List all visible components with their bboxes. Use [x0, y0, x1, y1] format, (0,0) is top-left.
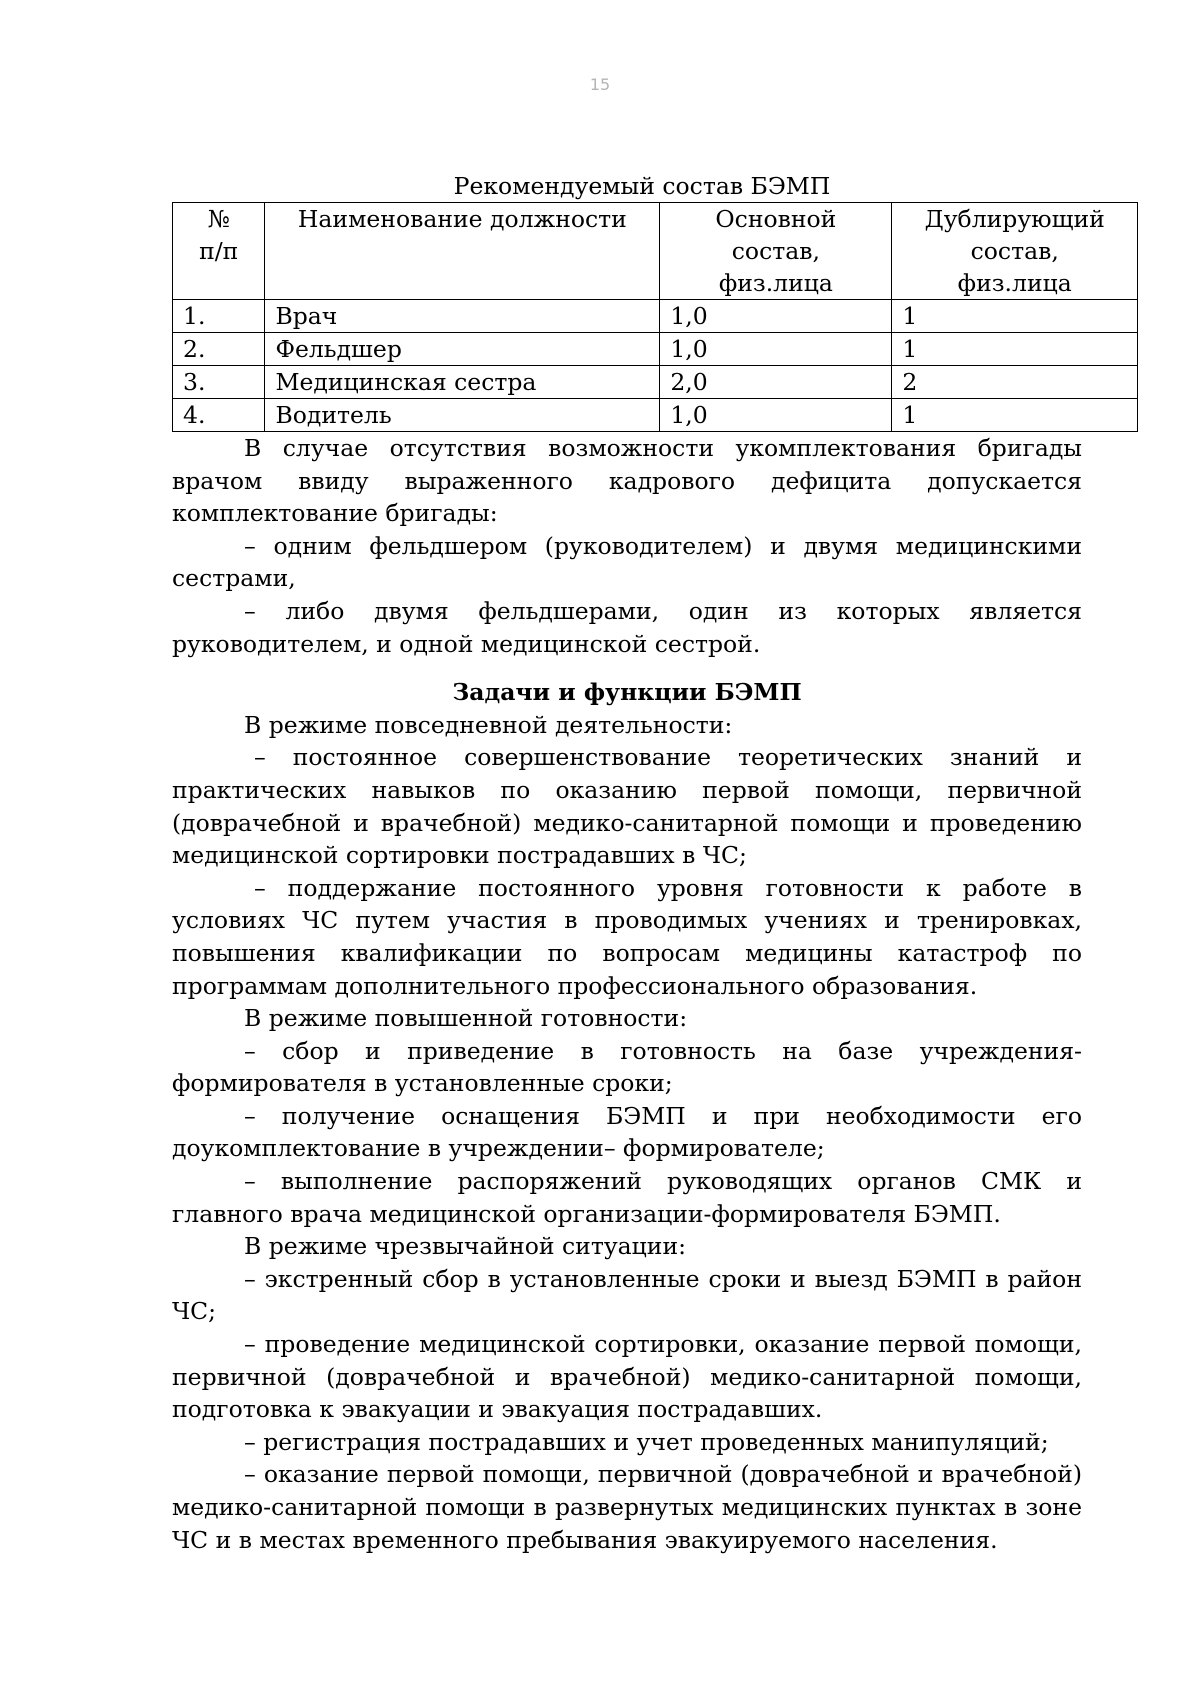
row-number: 4. [173, 399, 265, 432]
row-main-staff: 1,0 [660, 333, 892, 366]
staff-table [172, 202, 1138, 432]
row-backup-staff: 1 [892, 300, 1138, 333]
row-position: Медицинская сестра [265, 366, 660, 399]
row-main-staff: 1,0 [660, 399, 892, 432]
row-main-staff: 2,0 [660, 366, 892, 399]
row-main-staff: 1,0 [660, 300, 892, 333]
row-number: 3. [173, 366, 265, 399]
row-backup-staff: 1 [892, 399, 1138, 432]
header-backup-staff [892, 203, 1138, 300]
table-row [173, 399, 1138, 432]
row-number: 1. [173, 300, 265, 333]
row-number: 2. [173, 333, 265, 366]
table-row [173, 366, 1138, 399]
table-title: Рекомендуемый состав БЭМП [453, 172, 831, 200]
intro-bullet-2: – либо двумя фельдшерами, один из которых является руководителем, и одной медицинской сестрой. [172, 596, 1082, 658]
daily-item-1: – постоянное совершенствование теоретических знаний и практических навыков по оказанию первой помощи, первичной (доврачебной и врачебной) медико-санитарной помощи и проведению медицинской сортировки пострадавших в ЧС; [172, 743, 1082, 870]
page-number: 15 [589, 75, 611, 94]
row-position: Фельдшер [265, 333, 660, 366]
alert-item-3: – выполнение распоряжений руководящих органов СМК и главного врача медицинской организации-формирователя БЭМП. [172, 1167, 1082, 1228]
row-backup-staff: 2 [892, 366, 1138, 399]
intro-bullet-1: – одним фельдшером (руководителем) и двумя медицинскими сестрами, [172, 531, 1082, 593]
emergency-mode-title: В режиме чрезвычайной ситуации: [244, 1232, 687, 1261]
daily-mode-title: В режиме повседневной деятельности: [244, 710, 733, 739]
emergency-item-4: – оказание первой помощи, первичной (доврачебной и врачебной) медико-санитарной помощи в развернутых медицинских пунктах в зоне ЧС и в местах временного пребывания эвакуируемого населения. [172, 1460, 1082, 1554]
alert-mode-title: В режиме повышенной готовности: [244, 1004, 688, 1033]
header-position-text: Наименование должности [297, 205, 627, 233]
document-body [172, 170, 1105, 1556]
header-number [173, 203, 265, 300]
header-position [265, 203, 660, 300]
header-main-staff-text: Основной состав, физ.лица [715, 205, 837, 297]
alert-item-1: – сбор и приведение в готовность на базе учреждения-формирователя в установленные сроки; [172, 1036, 1082, 1098]
section-heading: Задачи и функции БЭМП [452, 678, 802, 707]
alert-item-2: – получение оснащения БЭМП и при необходимости его доукомплектование в учреждении– формирователе; [172, 1101, 1082, 1163]
header-backup-staff-text: Дублирующий состав, физ.лица [924, 205, 1105, 297]
header-main-staff [660, 203, 892, 300]
daily-item-2: – поддержание постоянного уровня готовности к работе в условиях ЧС путем участия в проводимых учениях и тренировках, повышения квалификации по вопросам медицины катастроф по программам дополнительного профессионального образования. [172, 873, 1082, 1000]
row-position: Врач [265, 300, 660, 333]
emergency-item-3: – регистрация пострадавших и учет проведенных манипуляций; [244, 1427, 1049, 1456]
row-backup-staff: 1 [892, 333, 1138, 366]
table-row [173, 333, 1138, 366]
row-position: Водитель [265, 399, 660, 432]
table-header-row [173, 203, 1138, 300]
table-row [173, 300, 1138, 333]
emergency-item-1: – экстренный сбор в установленные сроки и выезд БЭМП в район ЧС; [172, 1264, 1082, 1326]
emergency-item-2: – проведение медицинской сортировки, оказание первой помощи, первичной (доврачебной и врачебной) медико-санитарной помощи, подготовка к эвакуации и эвакуация пострадавших. [172, 1330, 1082, 1424]
header-number-text: № п/п [199, 205, 239, 265]
intro-paragraph: В случае отсутствия возможности укомплектования бригады врачом ввиду выраженного кадрового дефицита допускается комплектование бригады: [172, 434, 1082, 528]
